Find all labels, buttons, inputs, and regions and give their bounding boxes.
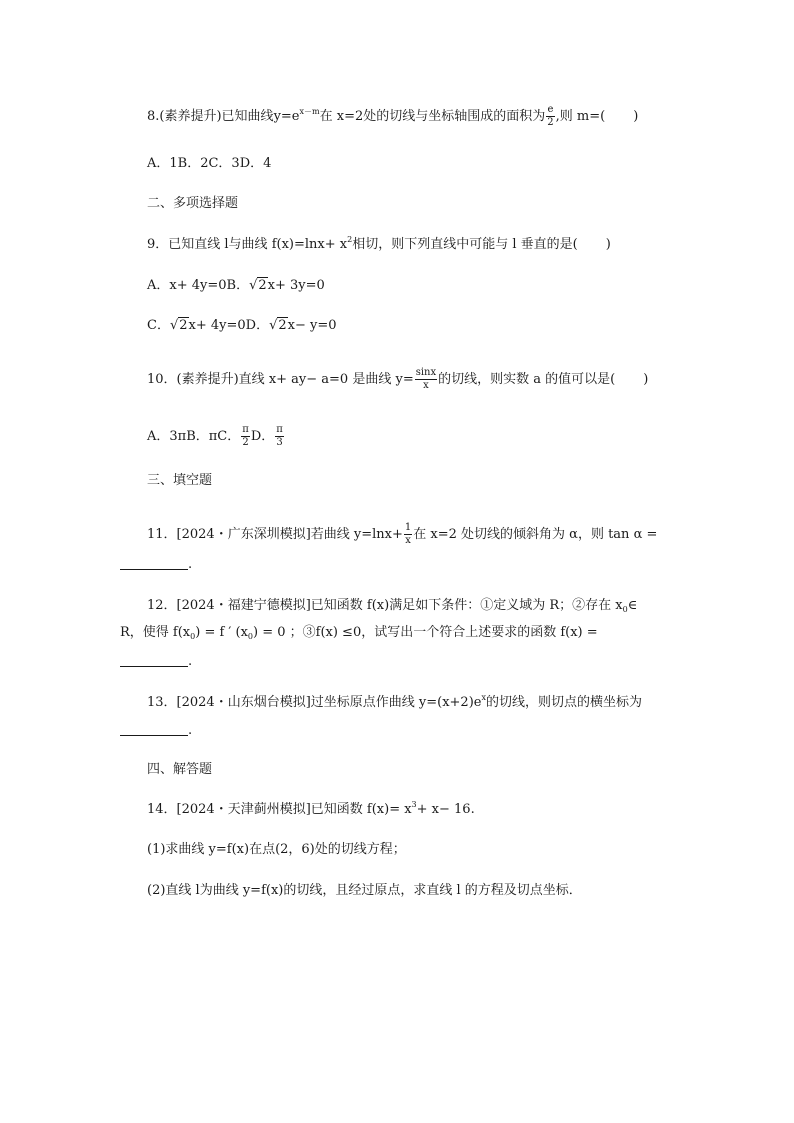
answer-blank[interactable] [120, 723, 188, 736]
question-14-part-2: (2)直线 l为曲线 y=f(x)的切线，且经过原点，求直线 l 的方程及切点坐标． [147, 883, 582, 898]
question-13-stem: 13．[2024・山东烟台模拟]过坐标原点作曲线 $y=(x+2)e^x$的切线，则切点的横坐标为 [147, 693, 643, 710]
sqrt: √2 [249, 278, 267, 293]
question-11-answer: . [120, 556, 192, 574]
sqrt: √2 [169, 318, 188, 333]
question-12-line-1: 12．[2024・福建宁德模拟]已知函数 f(x)满足如下条件：①定义域为 R；②存在 $x_0\in$ [147, 598, 638, 614]
question-14-stem: 14．[2024・天津蓟州模拟]已知函数 $f(x)= x^3+ x- 16$. [147, 800, 475, 817]
question-10-options: A．3πB．πC． $\frac{\pi}{2}$ D． $\frac{\pi}{3}$ [147, 424, 283, 448]
question-9-options-cd: C．√2x+ 4y=0D．√2x− y=0 [147, 318, 337, 333]
question-9-stem: 9．已知直线 l与曲线 $f(x)=\ln x+ x^2$相切，则下列直线中可能与 l 垂直的是( ) [147, 235, 611, 252]
fraction: $\frac{1}{x}$ [404, 522, 412, 546]
question-12-line-2: R，使得 $f(x_0) = f$ ′ $(x_0) = 0$ ；③f(x) ≤0，试写出一个符合上述要求的函数 f(x) = [120, 625, 598, 641]
fraction: $\frac{\pi}{3}$ [276, 424, 283, 448]
fraction: $\frac{\pi}{2}$ [242, 424, 249, 448]
fraction: $\frac{\sin x}{x}$ [415, 367, 437, 391]
question-10-stem: 10．(素养提升)直线 x+ ay− a=0 是曲线 y= $\frac{\sin x}{x}$ 的切线，则实数 a 的值可以是( ) [147, 367, 649, 391]
section-heading-4: 四、解答题 [147, 762, 213, 777]
question-12-answer: . [120, 653, 192, 671]
answer-blank[interactable] [120, 654, 188, 667]
question-13-answer: . [120, 722, 192, 740]
fraction: $\frac{e}{2}$ [547, 104, 554, 128]
question-11-stem: 11．[2024・广东深圳模拟]若曲线 y=lnx+ $\frac{1}{x}$ 在 x=2 处切线的倾斜角为 α，则 tan α = [147, 522, 658, 546]
answer-blank[interactable] [120, 557, 188, 570]
section-heading-3: 三、填空题 [147, 473, 213, 488]
question-9-options-ab: A．x+ 4y=0B．√2x+ 3y=0 [147, 278, 325, 293]
sqrt: √2 [269, 318, 287, 333]
question-8-options: A．1B．2C．3D．4 [147, 156, 272, 171]
question-8-stem: 8.(素养提升)已知曲线$y=e^{x-m}$在 x=2处的切线与坐标轴围成的面积为 $\frac{e}{2}$ ,则 m=( ) [147, 104, 639, 128]
section-heading-2: 二、多项选择题 [147, 196, 239, 211]
question-14-part-1: (1)求曲线 y=f(x)在点(2，6)处的切线方程； [147, 842, 406, 857]
